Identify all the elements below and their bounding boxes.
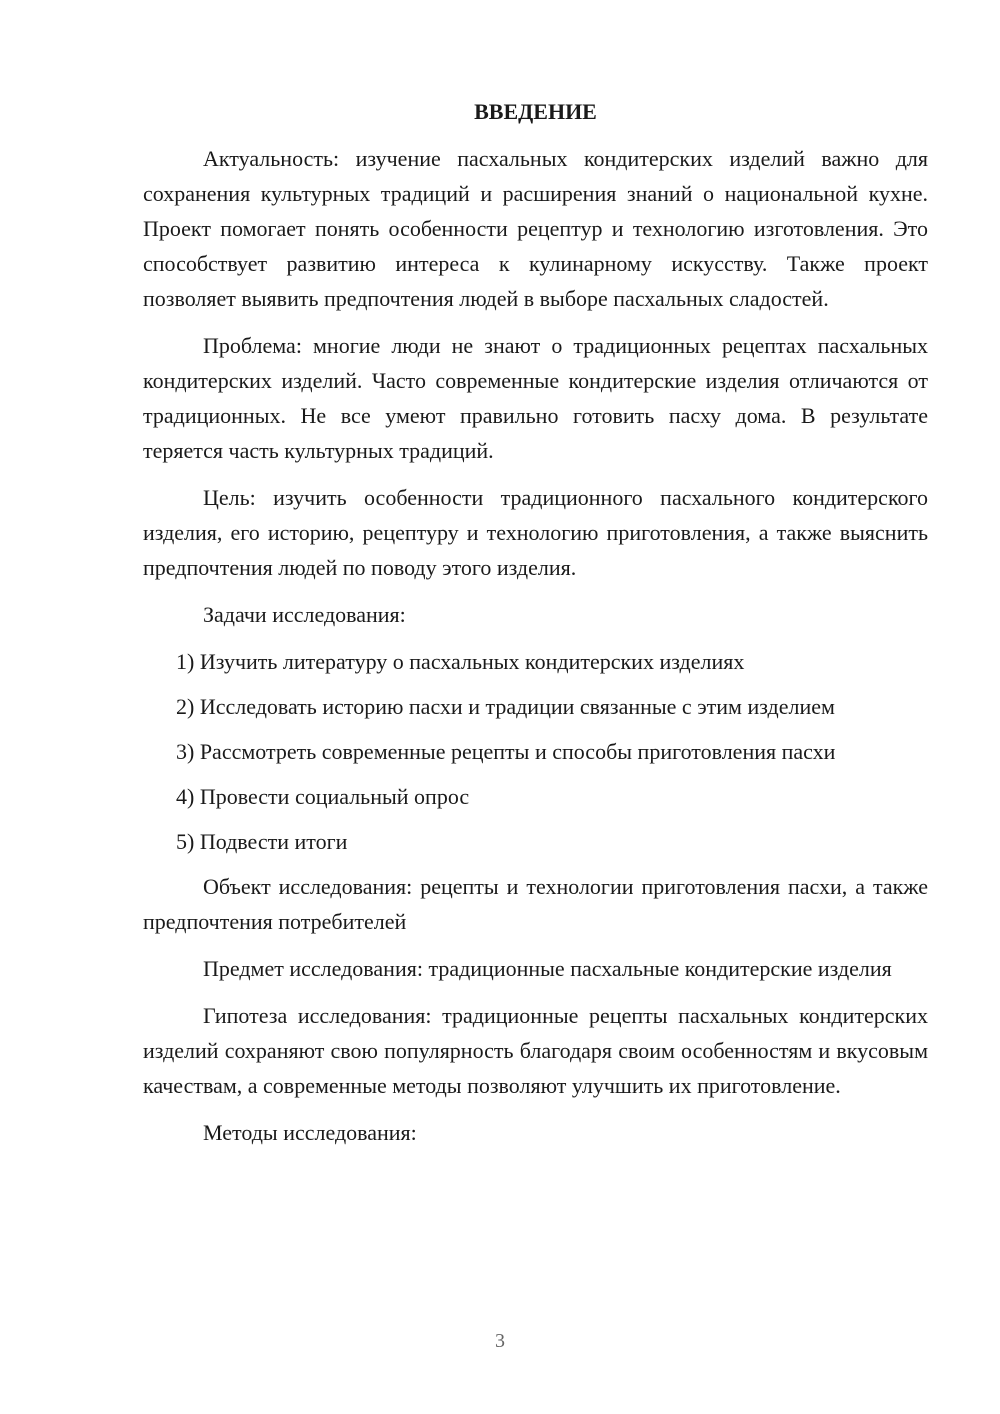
list-item: 2) Исследовать историю пасхи и традиции связанные с этим изделием: [176, 694, 835, 719]
list-item: 1) Изучить литературу о пасхальных кондитерских изделиях: [176, 649, 745, 674]
tasks-list: [143, 644, 928, 859]
paragraph-problem: Проблема: многие люди не знают о традиционных рецептах пасхальных кондитерских изделий. Часто современные кондитерские изделия отличаются от традиционных. Не все умеют правильно готовить пасху дома. В результате теряется часть культурных традиций.: [143, 333, 928, 463]
paragraph-methods-heading: Методы исследования:: [203, 1120, 417, 1145]
paragraph-object: Объект исследования: рецепты и технологии приготовления пасхи, а также предпочтения потребителей: [143, 874, 928, 934]
list-item: 4) Провести социальный опрос: [176, 784, 470, 809]
list-item: 5) Подвести итоги: [176, 829, 348, 854]
paragraph-goal: Цель: изучить особенности традиционного пасхального кондитерского изделия, его историю, рецептуру и технологию приготовления, а также выяснить предпочтения людей по поводу этого изделия.: [143, 485, 928, 580]
paragraph-relevance: Актуальность: изучение пасхальных кондитерских изделий важно для сохранения культурных традиций и расширения знаний о национальной кухне. Проект помогает понять особенности рецептур и технологию изготовления. Это способствует развитию интереса к кулинарному искусству. Также проект позволяет выявить предпочтения людей в выборе пасхальных сладостей.: [143, 146, 928, 311]
page-title: ВВЕДЕНИЕ: [474, 99, 597, 124]
list-item: 3) Рассмотреть современные рецепты и способы приготовления пасхи: [176, 739, 836, 764]
paragraph-hypothesis: Гипотеза исследования: традиционные рецепты пасхальных кондитерских изделий сохраняют свою популярность благодаря своим особенностям и вкусовым качествам, а современные методы позволяют улучшить их приготовление.: [143, 1003, 928, 1098]
document-page: [143, 94, 928, 1162]
page-number: 3: [495, 1330, 505, 1352]
paragraph-tasks-heading: Задачи исследования:: [203, 602, 406, 627]
paragraph-subject: Предмет исследования: традиционные пасхальные кондитерские изделия: [203, 956, 892, 981]
